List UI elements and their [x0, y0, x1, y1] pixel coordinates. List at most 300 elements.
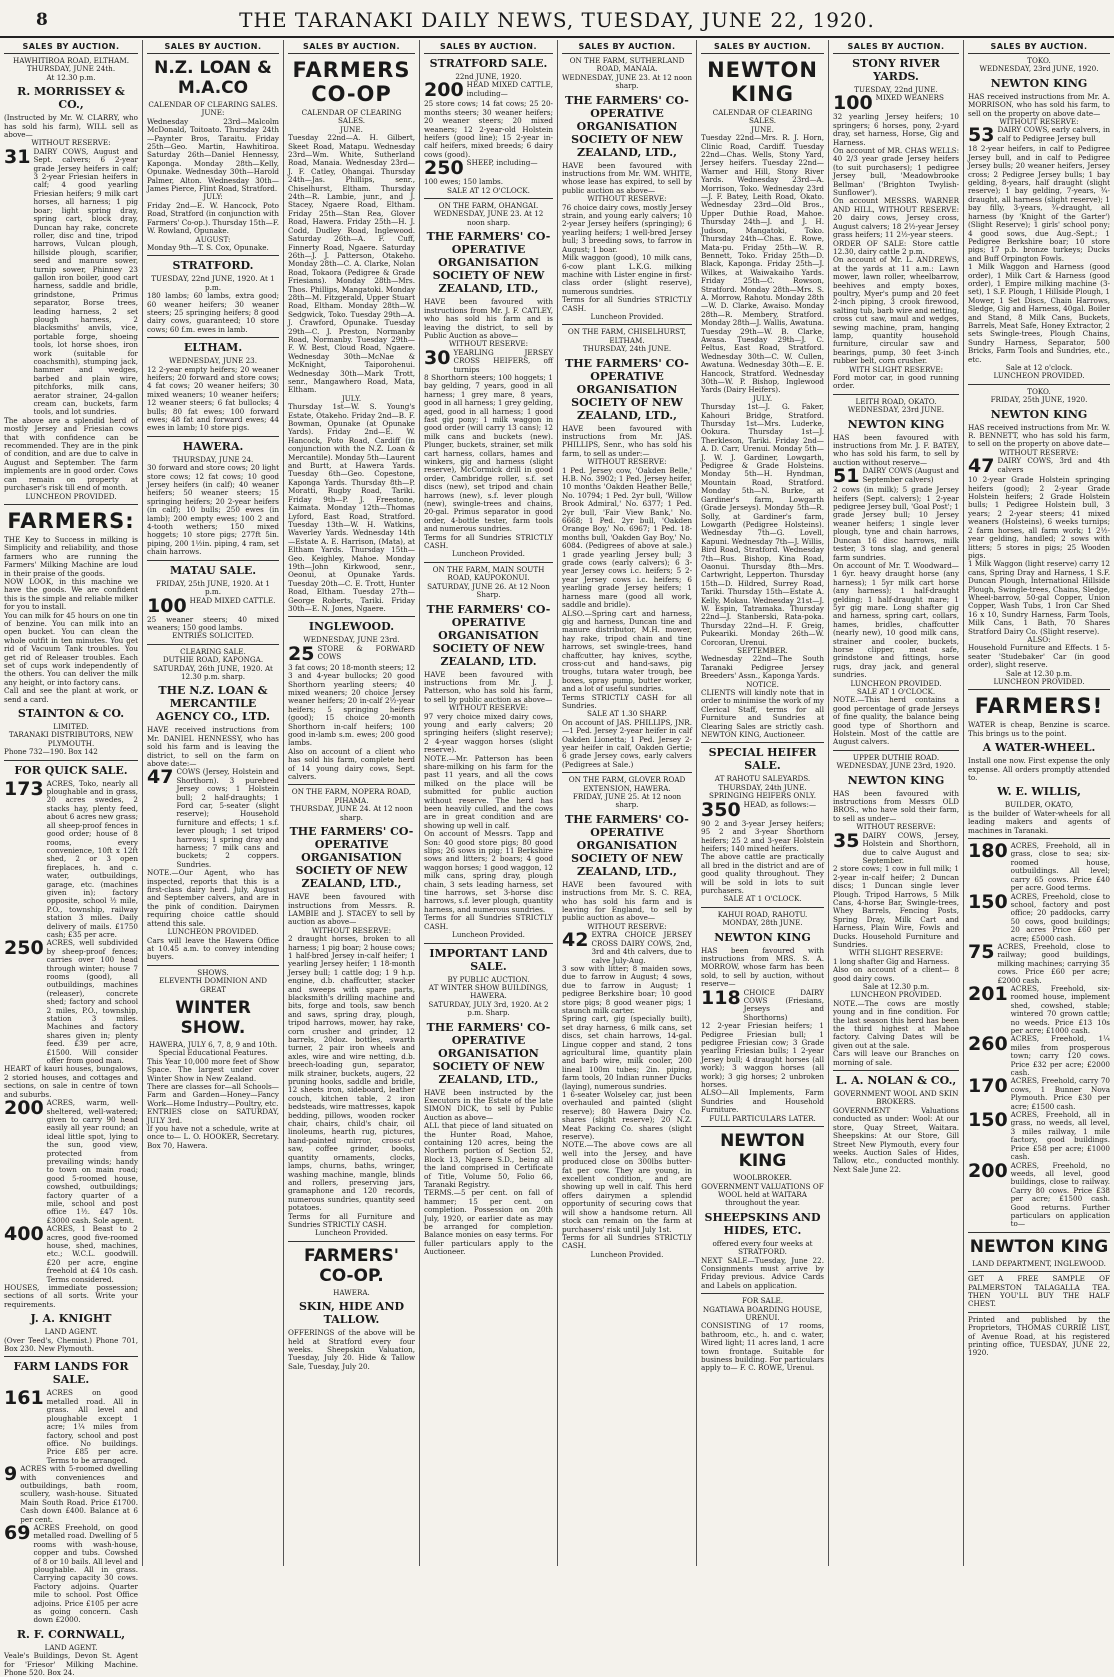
lot-description: ACRES, Freehold, carry 70 cows, 1 Bunner Nova Plymouth. Price £30 per acre; £1500 cash. — [1010, 1076, 1110, 1111]
centered-line: Luncheon Provided. — [452, 930, 525, 940]
body-text: Install one now. First expense the only expense. All orders promptly attended to. — [968, 756, 1110, 783]
body-text: GOVERNMENT Valuations conducted as under: Wool: At our store, Quay Street, Waitara. Sheepskins: At our Store, Gill Street New Plymouth, every four weeks. Auction Sales of Hides, Tallow, etc., conducted monthly. Next Sale June 22. — [833, 1105, 959, 1174]
section-header: SALES BY AUCTION. — [562, 40, 692, 54]
lot-listing — [147, 594, 279, 617]
divider — [701, 907, 824, 908]
divider — [4, 760, 138, 761]
centered-line: SEPTEMBER. — [737, 646, 788, 655]
column-1 — [0, 40, 143, 1677]
centered-line: WITHOUT RESERVE: — [999, 117, 1079, 127]
columns — [0, 40, 1114, 1677]
body-text: is the builder of Water-wheels for all leading makers and agents of machines in Taranaki. — [968, 808, 1110, 835]
lot-description: HEAD MIXED CATTLE. — [189, 595, 276, 605]
lot-description: ACRES on good metalled road. All in grass. All level and ploughable except 1 acre; 1¼ miles from factory, school and post office. No buildings. Price £85 per acre. Terms to be arranged. — [46, 1388, 138, 1465]
centered-line: Luncheon Provided. — [452, 549, 525, 559]
section-header: SALES BY AUCTION. — [288, 40, 415, 54]
advertiser-heading: NEWTON KING — [720, 1131, 805, 1172]
centered-line: THURSDAY, JUNE 24. — [172, 454, 254, 464]
body-text: HAS received instructions from Mr. W. R. BENNETT, who has sold his farm, to sell on the property on above date— — [968, 422, 1110, 449]
divider — [424, 943, 553, 944]
body-text: HAVE been favoured with instructions from Mr. S. C. REA, who has sold his farm and is leaving for England, to sell by public auction as above— — [562, 879, 692, 923]
lot-listing — [4, 939, 138, 1065]
centered-line: JULY. — [752, 393, 773, 403]
body-text: NOW LOOK, in this machine we have the goods. We are confident this is the simple and reliable milker for you to install. — [4, 576, 138, 612]
body-text: 1 6-seater Wolseley car, just been overhauled and painted (slight reserve); 80 Hawera Dairy Co. shares (slight reserve); 20 N.Z. Meat Packing Co. shares (slight reserve). — [562, 1090, 692, 1142]
body-text: 97 very choice mixed dairy cows, young and early calvers; 20 springing heifers (slight reserve); 2 4-year waggon horses (slight reserve). — [424, 711, 553, 755]
centered-line: NOTICE. — [746, 679, 779, 689]
column-4 — [420, 40, 558, 1566]
subheading: SKIN, HIDE AND TALLOW. — [298, 1300, 405, 1327]
body-text: ORDER OF SALE: Store cattle 12.30, dairy cattle 2 p.m. — [833, 238, 959, 256]
advertiser-heading: FARMERS! — [974, 694, 1104, 719]
body-text: HAVE been favoured with instructions from Mr. J. J. Patterson, who has sold his farm, to sell by public auction as above— — [424, 669, 553, 704]
lot-number: 100 — [833, 92, 873, 115]
column-7 — [829, 40, 964, 1566]
lot-listing — [968, 1111, 1110, 1161]
lot-number: 100 — [147, 594, 187, 617]
centered-line: TUESDAY, 22nd JUNE. — [854, 85, 938, 94]
body-text: Tuesday 22nd—A. H. Gilbert, Skeet Road, Matapu. Wednesday 23rd—Wm. White, Sutherland Road, Manaia. Wednesday 23rd—J. F. Catley, Ohangai. Thursday 24th—Jas. Phillips, senr., Chiselhurst, Eltham. Thursday 24th—R. Lambie, junr., and J. Stacey, Ngaere Road, Eltham. Friday 25th—Stan Rea, Glover Road, Hawera. Friday 25th—H. J. Codd, Dudley Road, Inglewood. Saturday 26th—A. F. Cuff, Finnerty Road, Ngaere. Saturday 26th—J. J. Patterson, Otakeho. Monday 28th—C. A. Clarke, Nolan Road, Tokaora (Pedigree & Grade Friesians). Monday 28th—Mrs. Thos. Phillips, Mangatoki. Monday 28th—M. Fitzgerald, Upper Stuart Road, Eltham. Monday 28th—W. Sedgwick, Toko. Tuesday 29th—A. J. Crawford, Opunake. Tuesday 29th—C. J. Preston, Normanby Road, Normanby. Tuesday 29th—F. W. Best, Cloud Road, Ngaere. Wednesday 30th—McNae & McKnight, Taiporohenui. Wednesday 30th—Mark Trott, senr., Mangawhero Road, Mata, Eltham. — [288, 133, 415, 395]
divider — [701, 742, 824, 743]
lot-listing — [4, 1521, 138, 1625]
divider — [4, 504, 138, 505]
subheading: R. MORRISSEY & CO., — [17, 85, 125, 112]
body-text: 3 fat cows; 20 18-month steers; 12 3 and 4-year bullocks; 20 good Shorthorn yearling steers; 40 mixed weaners; 20 choice Jersey weaner heifers; 20 in-calf 2½-year heifers; 5 springing heifers (good); 15 choice 20-month Shorthorn in-calf heifers; 100 good in-lamb s.m. ewes; 200 good lambs. — [288, 662, 415, 748]
body-text: Phone 732—190. Box 142 — [4, 747, 98, 757]
subheading: NEWTON KING — [714, 930, 811, 944]
centered-line: UPPER DUTHIE ROAD. — [852, 752, 940, 762]
divider — [833, 750, 959, 751]
subheading: THE FARMERS' CO-OPERATIVE ORGANISATION SOCIETY OF NEW ZEALAND, LTD., — [565, 356, 689, 422]
divider — [833, 394, 959, 395]
lot-description: HEAD, as follows:— — [743, 799, 817, 809]
lot-number: 31 — [4, 145, 31, 168]
lot-number: 150 — [968, 890, 1008, 913]
body-text: 76 choice dairy cows, mostly Jersey strain, and young early calvers; 10 2-year Jersey heifers (springing); 6 yearling heifers; 1 well-bred Jersey bull; 3 breeding sows, to farrow in August; 1 boar. — [562, 202, 692, 254]
lot-listing — [424, 346, 553, 374]
body-text: 2 store cows; 1 cow in full milk; 1 2-year in-calf heifer; 2 Duncan discs; 1 Duncan single lever Plough. Tripod Harrows, 5 Milk Cans, 4-horse Bar, Swingle-trees, Whey Barrels, Fencing Posts, Spring Dray, Milk Cart and Harness, Plain Wire, Fowls and Ducks. Household Furniture and Sundries. — [833, 864, 959, 949]
centered-line: WITHOUT RESERVE: — [448, 339, 529, 349]
advertiser-heading: NEWTON KING — [707, 58, 818, 106]
body-text: Terms STRICTLY CASH for all Sundries. — [562, 692, 692, 710]
lot-listing — [4, 1465, 138, 1524]
advertiser-heading: FARMERS CO-OP — [292, 58, 411, 106]
centered-line: ON THE FARM, OHANGAI. — [438, 201, 539, 211]
centered-line: CALENDAR OF CLEARING SALES. — [148, 100, 278, 109]
column-3 — [284, 40, 420, 1566]
lot-description: ACRES, Freehold, all in grass, close to sea; six-roomed house, outbuildings. All level; carry 65 cows. Price £40 per acre. Good terms. — [1010, 841, 1110, 893]
body-text: HAS been favoured with instructions from MRS. S. A. MORROW, whose farm has been sold, to sell by auction, without reserve— — [701, 945, 824, 989]
centered-line: SALE AT 1 O'CLOCK. — [723, 894, 802, 904]
body-text: 180 lambs; 60 lambs, extra good; 60 weaner heifers; 30 weaner steers; 25 springing heifers; 8 good dairy cows, guaranteed; 10 store cows; 60 f.m. ewes in lamb. — [147, 291, 279, 334]
divider — [968, 689, 1110, 690]
centered-line: LAND AGENT. — [44, 1327, 98, 1337]
body-text: Cars will leave our Branches on morning of sale. — [833, 1049, 959, 1067]
body-text: HAVE received instructions from Mr. DANIEL HENNESSY, who has sold his farm and is leaving the district, to sell on the farm on above date:— — [147, 725, 279, 768]
centered-line: WITHOUT RESERVE: — [311, 925, 392, 935]
divider — [147, 436, 279, 437]
column-6 — [697, 40, 829, 1566]
lot-description: ACRES with 5-roomed dwelling with conveniences and outbuildings, bath room, scullery, wash-house. Situated Main South Road. Price £1700. Cash down £400. Balance at 6 per cent. — [20, 1464, 138, 1524]
body-text: HAS received instructions from Mr. A. MORRISON, who has sold his farm, to sell on the property on above date— — [968, 91, 1110, 118]
centered-line: FULL PARTICULARS LATER. — [709, 1113, 816, 1123]
lot-number: 75 — [968, 940, 995, 963]
divider — [147, 644, 279, 645]
centered-line: CALENDAR OF CLEARING SALES. — [712, 108, 813, 126]
centered-line: WOOLBROKER. — [733, 1173, 792, 1183]
body-text: HAVE been favoured with instructions from Mr. JAS. PHILLIPS, Senr., who has sold his farm, to sell as under:— — [562, 423, 692, 458]
subheading: STRATFORD. — [172, 259, 254, 273]
subheading: THE FARMERS' CO-OPERATIVE ORGANISATION SOCIETY OF NEW ZEALAND, LTD., — [565, 812, 689, 878]
centered-line: JUNE: — [201, 108, 225, 118]
centered-line: SALE AT 1 O'CLOCK. — [856, 687, 936, 696]
body-text: HAS been favoured with instructions from Mr. J. F. BATEY, who has sold his farm, to sell by auction without reserve— — [833, 432, 959, 467]
centered-line: WEDNESDAY, JUNE 23. At 12 noon sharp. — [562, 72, 692, 91]
centered-line: LIMITED. — [53, 722, 89, 732]
lot-number: 25 — [288, 642, 315, 665]
body-text: 25 weaner steers; 40 mixed weaners; 150 good lambs. — [147, 614, 279, 632]
lot-number: 200 — [424, 79, 464, 102]
body-text: Also on account of a client— 8 good dairy cows. — [833, 965, 959, 983]
lot-listing — [424, 159, 553, 178]
advertiser-heading: NEWTON KING — [969, 1236, 1109, 1257]
centered-line: WITHOUT RESERVE: — [999, 447, 1079, 457]
body-text: Terms for all Sundries STRICTLY CASH. — [424, 913, 553, 931]
body-text: HAVE been instructed by the Executors in the Estate of the late SIMON DICK, to sell by Public Auction as above— — [424, 1087, 553, 1122]
lot-number: 35 — [833, 829, 860, 852]
body-text: Milk waggon (good), 10 milk cans, 6-cow plant L.K.G. milking machine with Lister engine in first-class order (slight reserve), numerous sundries. — [562, 253, 692, 296]
lot-listing — [968, 1159, 1110, 1229]
centered-line: LAND DEPARTMENT, INGLEWOOD. — [972, 1258, 1106, 1268]
lot-listing — [701, 986, 824, 1023]
subheading: IMPORTANT LAND SALE. — [429, 946, 548, 973]
centered-line: Special Educational Features. — [158, 1048, 268, 1058]
lot-listing — [4, 777, 138, 940]
subheading: A WATER-WHEEL. — [982, 741, 1096, 755]
body-text: 1 Milk Waggon (light reserve) carry 12 cans, Spring Dray and Harness, 1 S.F. Duncan Plough, International Hillside Plough, Swingle-trees, Chains, Sledge, Wheel-barrow, 50-gal Copper, Union Copper, Wash Tubs, 1 Iron Car Shed 16 x 10, Sundry Harness, Farm Tools, Milk Cans, 1 Bath, 70 Shares Stratford Dairy Co. (Slight reserve). — [968, 559, 1110, 636]
body-text: ENTRIES close on SATURDAY, JULY 3rd. — [147, 1107, 279, 1125]
body-text: 1 long shafter Gig and Harness. — [833, 956, 950, 966]
body-text: On account of Mr. T. Woodward— 1 6yr. heavy draught horse (any harness); 1 5yr milk cart horse (any harness); 1 half-draught gelding; 1 half-draught mare; 1 5yr gig mare. Long shafter gig and harness, spring cart, collars, hames, bridles, chaffcutter (nearly new), 10 good milk cans, strainer and cooler, buckets, horse clipper, meat safe, grindstone and fittings, horse rugs, dray jack, and general sundries. — [833, 560, 959, 680]
body-text: Terms for all Furniture and Sundries STRICTLY CASH. — [288, 1211, 415, 1229]
lot-listing — [833, 467, 959, 486]
lot-description: ACRES, warm, well-sheltered, well-watered; given to carry 90 head easily all year round; an ideal little spot, lying to the sun, good view, protected from prevailing winds; handy to town on main road; good 5-roomed house, cowshed, outbuildings; factory quarter of a mile, school and post office 1½. £47 10s. £3000 cash. Sole agent. — [46, 1098, 138, 1225]
lot-number: 200 — [4, 1097, 44, 1120]
subheading: L. A. NOLAN & CO., — [835, 1074, 957, 1088]
divider — [147, 255, 279, 256]
lot-description: YEARLING JERSEY CROSS HEIFERS, off turnips — [453, 347, 553, 374]
subheading: NEWTON KING — [990, 407, 1088, 421]
centered-line: ENTRIES SOLICITED. — [172, 631, 254, 641]
centered-line: WITH SLIGHT RESERVE: — [848, 364, 944, 374]
divider — [701, 1126, 824, 1127]
advertiser-heading: WINTER SHOW. — [175, 997, 251, 1038]
lot-number: 350 — [701, 798, 741, 821]
lot-number: 173 — [4, 777, 44, 800]
lot-listing — [4, 1099, 138, 1225]
centered-line: GOVERNMENT WOOL AND SKIN BROKERS. — [833, 1089, 959, 1107]
lot-number: 118 — [701, 986, 741, 1009]
centered-line: SALE AT 12 O'CLOCK. — [447, 185, 530, 195]
centered-line: Sale at 12.30 p.m. — [862, 982, 930, 991]
body-text: Wednesday 22nd—The South Taranaki Pedigree Jersey Breeders' Assn., Kaponga Yards. — [701, 654, 824, 681]
divider — [147, 560, 279, 561]
centered-line: THURSDAY, 24th JUNE. — [582, 344, 672, 354]
lot-description: DAIRY COWS (August and September calvers) — [862, 466, 959, 484]
centered-line: WITHOUT RESERVE: — [587, 457, 667, 467]
body-text: 2 draught horses, broken to all harness; 1 pig boar; 2 house cows; 1 half-bred Jersey in-calf heifer; 1 yearling Jersey heifer; 1 18-month Jersey bull; 1 cattle dog; 1 9 h.p. engine, d.b. chaffcutter, stacker and sweeps with spare parts, blacksmith's drilling machine and bits, forge and tools, saw bench and saws, spring dray, plough, tripod harrows, mower, hay rake, corn crusher and grinder, 12 barrels, 20doz. bottles, swarth turner, 2 pair iron wheels and axles, wire and wire netting, d.b. breech-loading gun, separator, milk strainer, buckets, augers, 22 pruning hooks, saddle and bridle, 12 sheets iron, sideboard, leather couch, kitchen table, 2 iron bedsteads, wire mattresses, kapok bedding, pillows, wooden rocker chair, chairs, child's chair, oil linoleums, hearth rug, pictures, hand-painted mirror, cross-cut saw, coffee grinder, books, quantity ornaments, clocks, lamps, churns, baths, wringer, washing machine, mangle, blinds and rollers, preserving jars, gramaphone and 120 records, numerous sundries, quantity seed potatoes. — [288, 934, 415, 1213]
subheading: NEWTON KING — [847, 417, 945, 431]
centered-line: CALENDAR OF CLEARING SALES. — [301, 108, 402, 126]
body-text: 3 sow with litter; 8 maiden sows, due to farrow in August; 4 sows, due to farrow in August; 1 pedigree Berkshire boar; 10 good store pigs; 8 good weaner pigs; 1 staunch milk carter. — [562, 963, 692, 1015]
body-text: If you have not a schedule, write at once to— L. O. HOOKER, Secretary. Box 70, Hawera. — [147, 1124, 279, 1150]
body-text: NOTE.—This herd contains a good percentage of grade Jerseys of fine quality, the balance being good type of Shorthorn and Holstein. Most of the cattle are August calvers. — [833, 695, 959, 747]
centered-line: THURSDAY, JUNE 24. At 12 noon sharp. — [290, 804, 413, 822]
lot-number: 42 — [562, 929, 589, 952]
lot-number: 161 — [4, 1387, 44, 1410]
lot-listing — [968, 982, 1110, 1035]
centered-line: SATURDAY, 26th JUNE, 1920. At 12.30 p.m. sharp. — [153, 663, 273, 681]
body-text: HAVE been favoured with instructions from Messrs. R. LAMBIE and J. STACEY to sell by auction as above— — [288, 892, 415, 927]
lot-listing — [147, 768, 279, 869]
lot-number: 201 — [968, 982, 1008, 1005]
lot-listing — [968, 842, 1110, 892]
body-text: THE Key to Success in milking is Simplicity and reliability, and those farmers who are running the Farmers' Milking Machine are loud in their praise of the goods. — [4, 534, 138, 578]
lot-description: STORE & FORWARD COWS — [317, 643, 415, 662]
body-text: 2 cows (in milk); 5 grade Jersey heifers (Sept. calvers); 1 2-year pedigree Jersey bull, 'Goal Post'; 1 grade Jersey bull; 10 Jersey weaner heifers; 1 single lever plough, tyne and chain harrows, Duncan 16 disc harrows, milk tester, 3 tons slag, and general farm sundries. — [833, 485, 959, 562]
body-text: ALL that piece of land situated on the Hunter Road, Mahoe, containing 120 acres, being the Northern portion of Section 52, Block 13, Ngaere S.D., being all the land comprised in Certificate of Title, Volume 50, Folio 66, Taranaki Registry. — [424, 1121, 553, 1189]
centered-line: WITHOUT RESERVE: — [856, 822, 936, 832]
lot-number: 260 — [968, 1033, 1008, 1056]
body-text: 12 2-year empty heifers; 20 weaner heifers; 20 forward and store cows; 4 fat cows; 20 weaner heifers; 30 mixed weaners; 10 weaner heifers; 12 weaner steers; 6 fat bullocks; 4 bulls; 80 fat ewes; 100 forward ewes; 48 fat and forward ewes; 44 ewes in lamb; 10 store pigs. — [147, 364, 279, 433]
centered-line: LUNCHEON PROVIDED. — [25, 491, 117, 501]
section-header: SALES BY AUCTION. — [424, 40, 553, 54]
centered-line: JUNE. — [340, 124, 363, 134]
divider — [288, 1241, 415, 1242]
lot-listing — [968, 890, 1110, 943]
lot-number: 250 — [4, 937, 44, 960]
subheading: THE N.Z. LOAN & MERCANTILE AGENCY CO., LTD. — [156, 684, 270, 724]
centered-line: BY PUBLIC AUCTION. — [447, 974, 530, 984]
subheading: THE FARMERS' CO-OPERATIVE ORGANISATION SOCIETY OF NEW ZEALAND, LTD., — [426, 230, 551, 296]
body-text: 12 2-year Friesian heifers; 1 Pedigree Friesian bull; 1 pedigree Friesian cow; 3 Grade yearling Friesian bulls; 1 2-year Jersey bull; 4 draught horses (all work); 3 waggon horses (all work); 3 gig horses; 2 unbroken horses. — [701, 1021, 824, 1090]
lot-listing — [968, 457, 1110, 476]
lot-listing — [833, 94, 959, 113]
lot-description: SHEEP, including— — [466, 158, 538, 168]
section-header: SALES BY AUCTION. — [968, 40, 1110, 54]
lot-number: 47 — [968, 455, 995, 478]
lot-description: COWS (Jersey, Holstein and Shorthorn). 3 purebred Jersey cows; 1 Holstein bull; 2 half-draughts; 1 Ford car, 5-seater (slight reserve); Household furniture and effects; 1 s.f. lever plough; 1 set tripod harrows; 1 spring dray and harness; 7 milk cans and buckets; 2 coppers. Sundries. — [176, 767, 279, 869]
lot-listing — [288, 642, 415, 665]
centered-line: Sale at 12 o'clock. — [1005, 363, 1073, 372]
lot-description: ACRES, well subdivided by sheep-proof fences; carries over 100 head through winter; house 7 rooms (good), all outbuildings, machines (releaser), concrete shed; factory and school 2 miles, P.O., township, station 3 miles. Machines and factory shares given in; plenty feed. £39 per acre, £1500. Will consider offer from good man. — [46, 938, 138, 1066]
lot-description: DAIRY COWS, 3rd and 4th calvers — [997, 456, 1110, 474]
lot-description: ACRES, Toko, nearly all ploughable and in grass, 20 acres swedes, 2 stacks hay, plenty feed, about 6 acres new grass; all sheep-proof fences in good order; house of 8 rooms, every convenience, 10ft x 12ft shed, 2 or 3 open fireplaces, h. and c. water, outbuildings, garage, etc. (machines given in); factory opposite, school ½ mile, P.O., township, railway station 3 miles. Daily delivery of mails. £1750 cash; £35 per acre. — [46, 778, 138, 939]
body-text: Monday 9th—T. S. Cox, Opunake. — [147, 242, 269, 252]
subheading: R. F. CORNWALL, — [16, 1627, 126, 1641]
body-text: 1 Ped. Jersey cow, 'Oakden Belle,' H.B. No. 3902; 1 Ped. Jersey heifer, 10 months 'Oakden Heather Belle,' No. 10794; 1 Ped. 2yr bull, 'Willow Brook Admiral,' No. 6377; 1 Ped. 2yr bull, 'Fair View Bank,' No. 6668; 1 Ped. 2yr bull, 'Oakden Orange Boy,' No. 6967; 1 Ped. 18-months bull, 'Oakden Gay Boy,' No. 6084. (Pedigrees of above at sale.) 1 grade yearling Jersey bull; 3 grade cows (early calvers); 6 3-year Jersey cows i.c. heifers; 5 2-year Jersey cows i.c. heifers; 6 yearling grade Jersey heifers; 1 harness mare (good all work, saddle and bridle). — [562, 465, 692, 610]
centered-line: LUNCHEON PROVIDED. — [167, 927, 259, 937]
lot-listing — [968, 126, 1110, 145]
centered-line: Luncheon Provided. — [315, 1228, 388, 1238]
body-text: Terms for all Sundries STRICTLY CASH. — [424, 532, 553, 551]
lot-number: 180 — [968, 840, 1008, 863]
body-text: (Over Teed's, Chemist.) Phone 701, Box 230. New Plymouth. — [4, 1335, 138, 1354]
body-text: Friday 2nd—E. W. Hancock, Poto Road, Stratford (in conjunction with Farmers' Co-op.). Thursday 15th—F. W. Rowland, Opunake. — [147, 200, 279, 236]
subheading: STRATFORD SALE. — [429, 57, 548, 70]
centered-line: LAND AGENT. — [44, 1642, 98, 1652]
centered-line: SHOWS. — [197, 967, 229, 977]
centered-line: KAHUI ROAD, RAHOTU. — [717, 909, 808, 919]
body-text: HEART of kauri houses, bungalows, 2 storied houses, and cottages and sections, on sale in centre of town and suburbs. — [4, 1064, 138, 1099]
centered-line: ON THE FARM, MAIN SOUTH ROAD, KAUPOKONUI. — [432, 564, 545, 583]
lot-description: DAIRY COWS, August and Sept. calvers; 6 2-year grade Jersey heifers in calf; 3 2-year Friesian heifers in calf; 4 good yearling Friesian heifers; 9 milk cart horses, all harness; 1 pig boar; light spring dray, spring cart, block dray, Duncan hay rake, concrete roller, disc and tine, tripod harrows, Vulcan plough, hillside plough, scarifier, seed and manure sower, turnip sower, Phinney 23 gallon iron boiler, good cart harness, saddle and bridle, grindstone, Primus separator, Borse trees, leading harness, 2 set plough harness, 2 blacksmiths' anvils, vice, portable forge, shoeing tools, lot horse shoes, iron work (suitable for coachsmith), stumping jack, hammer and wedges, barbed and plain wire, pitchforks, milk cans, aerator strainer, 24-gallon cream can, buckets, farm tools, and lot sundries. — [33, 146, 138, 417]
lot-description: MIXED WEANERS — [875, 93, 944, 103]
body-text: HAVE been favoured with instructions from Mr. WM. WHITE, whose lease has expired, to sell by public auction as above— — [562, 160, 692, 195]
subheading: J. A. KNIGHT — [30, 1312, 112, 1326]
body-text: On account of Mr. L. ANDREWS, at the yards at 11 a.m.: Lawn mower, lawn roller, wheelbarrow, beehives and empty boxes, poultry, Myer's pump and 20 feet 2-inch piping, 3 crook firewood, salting tub, barb wire and netting, cross cut saw, maul and wedges, sewing machine, pram, hanging lamp, quantity household furniture, circular saw and bearings, pump, 30 feet 3-inch rubber belt, corn crusher. — [833, 255, 959, 366]
subheading: INGLEWOOD. — [308, 620, 395, 634]
centered-line: Luncheon Provided. — [590, 1249, 664, 1259]
centered-line: At 12.30 p.m. — [46, 72, 96, 82]
centered-line: LEITH ROAD, OKATO. — [855, 396, 937, 406]
lot-number: 150 — [968, 1109, 1008, 1132]
lot-listing — [968, 940, 1110, 985]
lot-description: ACRES, Freehold, close to railway; good buildings, milking machines; carrying 35 cows. Price £60 per acre; £2000 cash. — [997, 941, 1110, 985]
lot-description: ACRES, Freehold, close to school, factory and post office; 20 paddocks, carry 50 cows, good buildings; 20 acres Price £60 per acre; £5000 cash. — [1010, 891, 1110, 943]
lot-listing — [968, 1077, 1110, 1111]
centered-line: ON THE FARM, GLOVER ROAD EXTENSION, HAWERA. — [568, 775, 686, 793]
divider — [701, 1293, 824, 1294]
body-text: ALSO.—Spring cart and harness, gig and harness, Duncan tine and manure distributor, M.H. mower, hay rake, tripod chain and tine harrows, set swingle-trees, hand chaffcutter, hay knives, scythe, cross-cut and hand-saws, pig troughs, tutara water trough, bee boxes, spray pump, butter worker, and a lot of useful sundries. — [562, 608, 692, 694]
subheading: HAWERA. — [182, 439, 244, 453]
section-header: SALES BY AUCTION. — [147, 40, 279, 54]
divider — [968, 384, 1110, 385]
divider — [968, 1312, 1110, 1313]
centered-line: FRIDAY, 25th JUNE, 1920. — [990, 395, 1088, 405]
centered-line: LUNCHEON PROVIDED. — [993, 677, 1085, 686]
body-text: Call and see the plant at work, or send a card. — [4, 686, 138, 704]
body-text: NOTE.—The cows are mostly young and in fine condition. For the last season this herd has been the third highest at Mahoe factory. Calving Dates will be given out at the sale. — [833, 998, 959, 1050]
subheading: NEWTON KING — [990, 76, 1088, 90]
divider — [968, 1232, 1110, 1233]
body-text: 30 forward and store cows; 20 light store cows; 12 fat cows; 10 good Jersey heifers (in calf); 40 weaner heifers; 50 weaner steers; 15 springing heifers; 20 2-year heifers (in calf); 10 bulls; 250 ewes (in lamb); 200 empty ewes; 100 2 and 4-tooth wethers; 150 mixed hoggets; 10 store pigs; 277ft 5in. piping, 200 1½in. piping, 4 ram, set chain harrows. — [147, 463, 279, 557]
lot-number: 400 — [4, 1223, 44, 1246]
body-text: You can milk for 45 hours on one tin of benzine. You can milk into an open bucket. You can clean the whole outfit in ten minutes. You get rid of Vacuum Tank troubles. You get rid of Releaser troubles. Each set of cups work independently of the others. You can deliver the milk any height, or into factory cans. — [4, 610, 138, 687]
body-text: OFFERINGS of the above will be held at Stratford every four weeks. Sheepskin Valuation, Tuesday, July 20. Hide & Tallow Sale, Tuesday, July 20. — [288, 1328, 415, 1371]
lot-description: HEAD MIXED CATTLE, including— — [466, 80, 553, 98]
body-text: Also on account of a client who has sold his farm, complete herd of 14 young dairy cows, Sept. calvers. — [288, 746, 415, 782]
centered-line: THURSDAY, JUNE 24th. — [26, 64, 116, 74]
centered-line: LUNCHEON PROVIDED. — [850, 678, 942, 688]
subheading: FARM LANDS FOR SALE. — [13, 1360, 129, 1387]
divider — [562, 772, 692, 773]
subheading: THE FARMERS' CO-OPERATIVE ORGANISATION SOCIETY OF NEW ZEALAND, LTD., — [565, 93, 689, 159]
body-text: On account MESSRS. WARNER AND HILL, WITHOUT RESERVE: 20 dairy cows, Jersey cross, August calvers; 18 2½-year Jersey grass heifers; 11 2½-year steers. — [833, 196, 959, 240]
advertiser-heading: FARMERS' CO-OP. — [304, 1245, 399, 1286]
body-text: HAVE been favoured with instructions from Mr. J. F. CATLEY, who has sold his farm and is leaving the district, to sell by Public Auction as above— — [424, 297, 553, 340]
centered-line: CLEARING SALE. — [180, 646, 246, 656]
lot-number: 9 — [4, 1463, 18, 1486]
advertiser-heading: N.Z. LOAN & M.A.CO — [154, 58, 272, 98]
lot-listing — [701, 798, 824, 821]
lot-number: 250 — [424, 157, 464, 180]
centered-line: JUNE. — [751, 124, 774, 134]
lot-description: ACRES, Freehold, 1¼ miles from prosperous town; carry 120 cows. Price £32 per acre; £2000 cash. — [1010, 1034, 1110, 1078]
body-text: Printed and published by the Proprietors, THOMAS CURRIE LIST, of Avenue Road, at his registered printing office, TUESDAY, JUNE 22, 1920. — [968, 1314, 1110, 1358]
lot-number: 30 — [424, 346, 451, 369]
centered-line: TOKO. — [1027, 56, 1051, 65]
subheading: THE FARMERS' CO-OPERATIVE ORGANISATION SOCIETY OF NEW ZEALAND, LTD. — [426, 602, 551, 668]
lot-description: ACRES Freehold, on good metalled road. Dwelling of 5 rooms with wash-house, copper and tubs. Cowshed of 8 or 10 bails. All level and ploughable. All in grass. Carrying capacity 30 cows. Factory adjoins. Quarter mile to school. Post Office adjoins. Price £105 per acre as going concern. Cash down £2000. — [33, 1522, 138, 1625]
centered-line: WITH SLIGHT RESERVE: — [848, 948, 944, 958]
centered-line: WITHOUT RESERVE: — [448, 703, 529, 713]
body-text: Wednesday 23rd—Malcolm McDonald, Toitoato. Thursday 24th—Paynter Bros, Taraitu. Friday 25th—Geo. Martin, Hawhitiroa. Saturday 26th—Daniel Hennessy, Kaponga. Monday 28th—Kelly, Opunake. Wednesday 30th—Harold Palmer, Alton. Wednesday 30th—James Pierce, Flint Road, Stratford. — [147, 116, 279, 194]
body-text: TERMS.—5 per cent. on fall of hammer; 15 per cent. on completion. Possession on 20th July, 1920, or earlier date as may be arranged for completion. Balance monies on easy terms. For fuller particulars apply to the Auctioneer. — [424, 1188, 553, 1257]
subheading: NEWTON KING — [847, 773, 945, 787]
lot-number: 170 — [968, 1075, 1008, 1098]
centered-line: ON THE FARM, NOPERA ROAD, PIHAMA. — [291, 787, 412, 805]
body-text: 8 Shorthorn steers; 100 hoggets; 1 bay gelding, 7 years, good in all harness; 1 grey mare, 8 years, good in all harness; 1 grey gelding, aged, good in all harness; 1 good fast gig pony; 1 milk waggon in good order (will carry 13 cans); 12 milk cans and buckets (new). Plunger, buckets, strainer, set milk cart harness, collars, hames and winkers, gig and harness (slight reserve), McCormick drill in good order, Cambridge roller, s.f. set discs (new), set tripod and chain harrows (new), s.f. lever plough (new), swingle-trees and chains, 20-gal. Primus separator in good order, 4-bottle tester, farm tools and numerous sundries. — [424, 372, 553, 534]
subheading: STONY RIVER YARDS. — [852, 57, 940, 83]
body-text: This Year 10,000 more feet of Show Space. The largest under cover Winter Show in New Zealand. — [147, 1056, 279, 1083]
body-text: Terms for all Sundries STRICTLY CASH. — [562, 295, 692, 313]
subheading: W. E. WILLIS, — [997, 785, 1081, 799]
centered-line: JULY: — [203, 192, 223, 202]
masthead — [0, 0, 1114, 38]
centered-line: JULY. — [341, 393, 362, 403]
centered-line: ALSO: — [1027, 634, 1051, 644]
body-text: NOTE.—Our Agent, who has inspected, reports that this is a first-class dairy herd. July, August and September calvers, and are in the pink of condition. Dairymen requiring choice cattle should attend this sale. — [147, 868, 279, 928]
lot-listing — [4, 1389, 138, 1465]
subheading: STAINTON & CO. — [17, 707, 125, 721]
centered-line: WEDNESDAY, JUNE 23rd, 1920. — [836, 761, 956, 771]
newspaper-title: THE TARANAKI DAILY NEWS, TUESDAY, JUNE 22, 1920. — [239, 8, 875, 32]
centered-line: TUESDAY, 22nd JUNE, 1920. At 1 p.m. — [151, 274, 275, 292]
lot-description: EXTRA CHOICE JERSEY CROSS DAIRY COWS, 2nd, 3rd and 4th calvers, due to calve July-Aug. — [591, 930, 692, 965]
body-text: Household Furniture and Effects. 1 5-seater 'Studebaker' Car (in good order), slight reserve. — [968, 643, 1110, 670]
divider — [424, 198, 553, 199]
body-text: Thursday 1st—J. G. Faker, Kahouri Bridge, Stratford. Thursday 1st—Mrs. Luderke, Ookura. Thursday 1st—J. Therkleson, Tariki. Friday 2nd—A. D. Carr, Urenui. Monday 5th—J. W. J. Gardiner, Lowgarth, Pedigree & Grade Holsteins. Monday 5th—H. Hyndman, Mountain Road, Stratford. Monday 5th—N. Burke, at Gardiner's farm, Lowgarth (Grade Jerseys). Monday 5th—R. Solly, at Gardiner's farm, Lowgarth (Pedigree Holsteins). Wednesday 7th—G. Lovell, Kapuni. Wednesday 7th—J. Willis, Bird Road, Stratford. Wednesday 7th—Rus. Bishop, Kina Road, Oaonui. Thursday 8th—Mrs. Cartwright, Lepperton. Thursday 15th—D. Hildred, Surrey Road, Tariki. Thursday 15th—Estate A. Kelly, Mokau. Wednesday 21st—J. W. Espin, Tatramaka. Thursday 22nd—J. Stanberski, Rata-poka. Thursday 22nd—H. F. Greig, Pukeariki. Monday 26th—W. Corcoran, Urenui. — [701, 402, 824, 647]
subheading: THE FARMERS' CO-OPERATIVE ORGANISATION SOCIETY OF NEW ZEALAND, LTD., — [289, 825, 414, 891]
centered-line: WEDNESDAY, JUNE 23rd. — [303, 635, 400, 645]
body-text: Terms for all Sundries STRICTLY CASH. — [562, 1232, 692, 1251]
centered-line: AUGUST: — [195, 234, 231, 244]
lot-description: ACRES, 1 Beast to 2 acres, good five-roomed house, shed, machines, etc.; W.C.L. goodwill. £20 per acre, engine freehold at £4 10s cash. Terms considered. — [46, 1224, 138, 1284]
lot-number: 51 — [833, 465, 860, 488]
body-text: Tuesday 22nd—Mrs. R. J. Horn, Clinic Road, Cardiff. Tuesday 22nd—Chas. Wells, Stony Yard, Jersey heifers. Tuesday 22nd—Warner and Hill, Stony River Yards. Wednesday 23rd—A. Morrison, Toko. Wednesday 23rd—J. F. Batey, Leith Road, Okato. Wednesday 23rd—Old Bros., Upper Duthie Road, Mahoe. Thursday 24th—J. and J. H. Judson, Mangatoki, Toko. Thursday 24th—Chas. E. Rowe, Mata-pu. Friday 25th—W. R. Bennett, Toko. Friday 25th—D. Black, Kaponga. Friday 25th—J. Wilkes, at Waiwakaiho Yards. Friday 25th—C. Rowson, Stratford. Monday 28th—Mrs. S. A. Morrow, Rahotu. Monday 28th—W. D. Clarke, Awaiso. Monday 28th—R. Membery, Stratford. Monday 28th—J. Wallis, Awatuna. Tuesday 29th—W. B. Clarke, Awasa. Tuesday 29th—J. C. Feltus, East Road, Stratford. Wednesday 30th—C. W. Cullen, Awatuna. Wednesday 30th—E. E. Hancock, Stratford. Wednesday 30th—W. P. Bishop, Inglewood Yards (Dairy Heifers). — [701, 133, 824, 395]
centered-line: AT RAHOTU SALEYARDS. — [714, 774, 811, 784]
lot-description: DAIRY COWS, early calvers, in calf to Pedigree Jersey bull — [997, 125, 1110, 143]
centered-line: SPRINGING HEIFERS ONLY. — [709, 791, 816, 801]
lot-listing — [4, 1225, 138, 1284]
centered-line: ON THE FARM, SUTHERLAND ROAD, MANAIA. — [569, 56, 685, 74]
body-text: The above cattle are practically all bred in the district and are of good quality throughout. They will be sold in lots to suit purchasers. — [701, 852, 824, 895]
section-header: SALES BY AUCTION. — [833, 40, 959, 54]
body-text: NOTE.—The above cows are all well into the Jersey, and have produced close on 300lbs butter-fat per cow. They are young, in excellent condition, and are showing up well in calf. This herd offers dairymen a splendid opportunity of securing cows that will show a handsome return. All stock can remain on the farm at purchasers' risk until July 1st. — [562, 1140, 692, 1234]
body-text: 1 Milk Waggon and Harness (good order), 1 Milk Cart & Harness (good order), 1 Empire milking machine (3-set), 1 S.F. Plough, 1 Hillside Plough, 1 Mower, 1 Set Discs, Chain Harrows, Sledge, Gig and Harness, 40gal. Boiler and Stand, 8 Milk Cans, Buckets, Barrels, Meat Safe, Honey Extractor, 2 sets Swingle-trees, Plough Chains, Sundry Harness, Separator, 500 Bricks, Farm Tools and Sundries, etc., etc. — [968, 262, 1110, 364]
column-2 — [143, 40, 284, 1566]
divider — [147, 965, 279, 966]
body-text: WATER is cheap, Benzine is scarce. This brings us to the point. — [968, 720, 1110, 738]
subheading: MATAU SALE. — [169, 563, 257, 577]
centered-line: HAWHITIROA ROAD, ELTHAM. — [13, 56, 129, 65]
body-text: Thursday 1st—W. S. Young's Estate, Otakeho. Friday 2nd—B. F. Bowman, Opunake (at Opunake Yards). Friday 2nd—E. W. Hancock, Poto Road, Cardiff (in conjunction with the N.Z. Loan & Mercantile). Monday 5th—Laurent and Burtt, at Hawera Yards. Tuesday 6th—Geo. Copestone, Kaponga Yards. Thursday 8th—P. Moratti, Rugby Road, Tariki. Friday 9th—P. J. Freestone, Kaimata. Monday 12th—Thomas Lyford, East Road, Stratford. Tuesday 13th—W. H. Watkins, Waverley Yards. Wednesday 14th—Estate A. E. Harrison, (Mata), at Eltham Yards. Thursday 15th—Geo. Keighley, Mahoe. Monday 19th—John Kirkwood, senr., Oeonui, at Opunake Yards. Tuesday 20th—C. E. Trott, Hunter Road, Eltham. Tuesday 27th—George Roberts, Tariki. Friday 30th—E. N. Jones, Ngaere. — [288, 402, 415, 613]
lot-description: DAIRY COWS, Jersey, Holstein and Shorthorn, due to calve August and September. — [862, 830, 959, 865]
centered-line: LUNCHEON PROVIDED. — [993, 371, 1085, 381]
body-text: NOTE.—Mr. Patterson has been share-milking on his farm for the past 11 years, and all the cows milked on the place will be submitted for public auction without reserve. The herd has been heavily culled, and the cows are in great condition and are showing up well in calf. — [424, 753, 553, 830]
divider — [562, 324, 692, 325]
